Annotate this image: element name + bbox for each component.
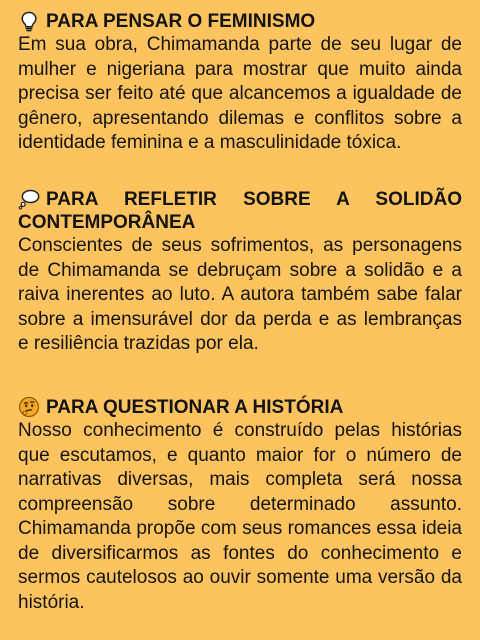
section-loneliness [18, 188, 462, 357]
section-heading [18, 396, 462, 419]
section-heading [18, 188, 462, 234]
section-history [18, 396, 462, 615]
section-body: Em sua obra, Chimamanda parte de seu lugar de mulher e nigeriana para mostrar que muito ainda precisa ser feito até que alcancemos a igualdade de gênero, apresentando dilemas e conflitos sobre a identidade feminina e a masculinidade tóxica. [18, 34, 462, 153]
section-body: Conscientes de seus sofrimentos, as personagens de Chimamanda se debruçam sobre a solidão e a raiva inerentes ao luto. A autora também sabe falar sobre a imensurável dor da perda e as lembranças e resiliência trazidas por ela. [18, 235, 462, 354]
thought-bubble-icon [18, 188, 40, 208]
thinking-face-icon [18, 396, 40, 416]
section-feminism [18, 10, 462, 156]
section-title: PARA QUESTIONAR A HISTÓRIA [46, 397, 344, 418]
section-title: PARA REFLETIR SOBRE A SOLIDÃO CONTEMPORÂNEA [18, 189, 462, 233]
section-heading [18, 10, 462, 33]
section-title: PARA PENSAR O FEMINISMO [46, 11, 316, 32]
section-body: Nosso conhecimento é construído pelas histórias que escutamos, e quanto maior for o número de narrativas diversas, mais completa será nossa compreensão sobre determinado assunto. Chimamanda propõe com seus romances essa ideia de diversificarmos as fontes do conhecimento e sermos cautelosos ao ouvir somente uma versão da história. [18, 420, 462, 613]
lightbulb-icon [18, 10, 40, 30]
